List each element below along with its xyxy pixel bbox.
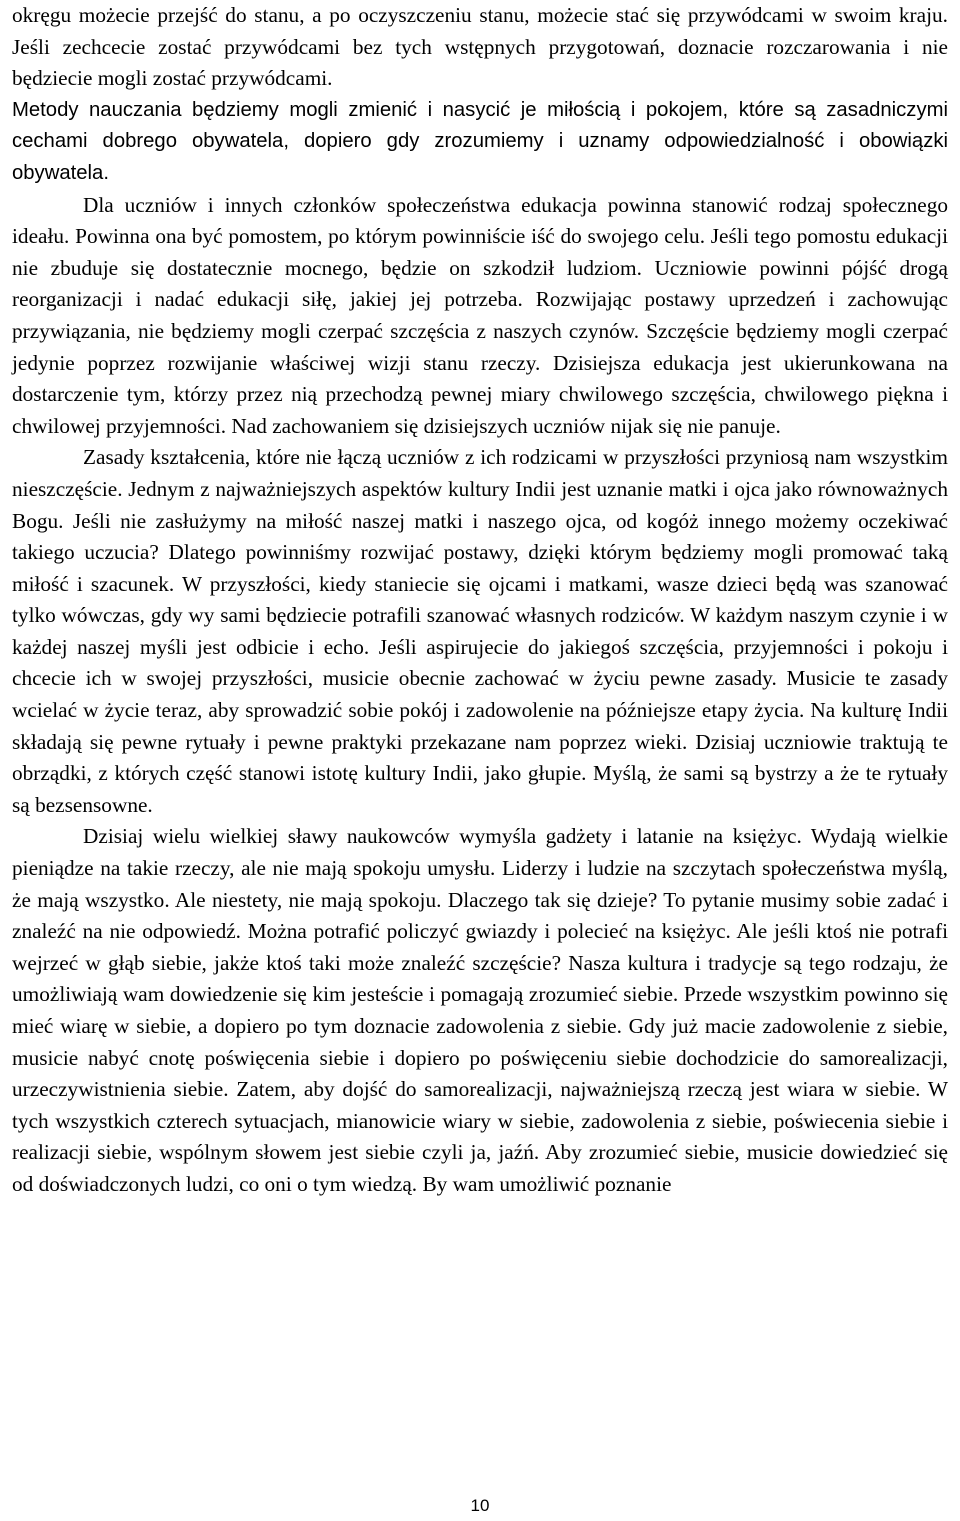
paragraph: Zasady kształcenia, które nie łączą uczniów z ich rodzicami w przyszłości przyniosą nam wszystkim nieszczęście. Jednym z najważniejszych aspektów kultury Indii jest uznanie matki i ojca jako równoważnych Bogu. Jeśli nie zasłużymy na miłość naszej matki i naszego ojca, od kogóż innego możemy oczekiwać takiego uczucia? Dlatego powinniśmy rozwijać postawy, dzięki którym będziemy mogli promować taką miłość i szacunek. W przyszłości, kiedy staniecie się ojcami i matkami, wasze dzieci będą was szanować tylko wówczas, gdy wy sami będziecie potrafili szanować własnych rodziców. W każdym naszym czynie i w każdej naszej myśli jest odbicie i echo. Jeśli aspirujecie do jakiegoś szczęścia, przyjemności i pokoju i chcecie ich w swojej przyszłości, musicie obecnie zachować w życiu pewne zasady. Musicie te zasady wcielać w życie teraz, aby sprowadzić sobie pokój i zadowolenie na późniejsze etapy życia. Na kulturę Indii składają się pewne rytuały i pewne praktyki przekazane nam poprzez wieki. Dzisiaj uczniowie traktują te obrządki, z których część stanowi istotę kultury Indii, jako głupie. Myślą, że sami są bystrzy a że te rytuały są bezsensowne. xyxy=(12,445,948,817)
paragraph: Dla uczniów i innych członków społeczeństwa edukacja powinna stanowić rodzaj społecznego ideału. Powinna ona być pomostem, po którym powinniście iść do swojego celu. Jeśli tego pomostu edukacji nie zbuduje się dostatecznie mocnego, będzie on szkodził ludziom. Uczniowie powinni pójść drogą reorganizacji i nadać edukacji siłę, jakiej jej potrzeba. Rozwijając postawy uprzedzeń i zachowując przywiązania, nie będziemy mogli czerpać szczęścia z naszych czynów. Szczęście będziemy mogli czerpać jedynie poprzez rozwijanie właściwej wizji stanu rzeczy. Dzisiejsza edukacja jest ukierunkowana na dostarczenie tym, którzy przez nią przechodzą pewnej miary chwilowego szczęścia, chwilowego piękna i chwilowej przyjemności. Nad zachowaniem się dzisiejszych uczniów nijak się nie panuje. xyxy=(12,192,948,438)
paragraph: okręgu możecie przejść do stanu, a po oczyszczeniu stanu, możecie stać się przywódcami w swoim kraju. Jeśli zechcecie zostać przywódcami bez tych wstępnych przygotowań, doznacie rozczarowania i nie będziecie mogli zostać przywódcami. xyxy=(12,3,948,91)
page-number: 10 xyxy=(470,1496,490,1515)
paragraph: Dzisiaj wielu wielkiej sławy naukowców wymyśla gadżety i latanie na księżyc. Wydają wielkie pieniądze na takie rzeczy, ale nie mają spokoju umysłu. Liderzy i ludzie na szczytach społeczeństwa myślą, że mają wszystko. Ale niestety, nie mają spokoju. Dlaczego tak się dzieje? To pytanie musimy sobie zadać i znaleźć na nie odpowiedź. Można potrafić policzyć gwiazdy i polecieć na księżyc. Ale jeśli ktoś nie potrafi wejrzeć w głąb siebie, jakże ktoś taki może znaleźć szczęście? Nasza kultura i tradycje są tego rodzaju, że umożliwiają wam dowiedzenie się kim jesteście i pomagają zrozumieć siebie. Przede wszystkim powinno się mieć wiarę w siebie, a dopiero po tym doznacie zadowolenia z siebie. Gdy już macie zadowolenie z siebie, musicie nabyć cnotę poświęcenia siebie i dopiero po poświęceniu siebie dochodzicie do samorealizacji, urzeczywistnienia siebie. Zatem, aby dojść do samorealizacji, najważniejszą rzeczą jest wiara w siebie. W tych wszystkich czterech sytuacjach, mianowicie wiary w siebie, zadowolenia z siebie, poświecenia siebie i realizacji siebie, wspólnym słowem jest siebie czyli ja, jaźń. Aby zrozumieć siebie, musicie dowiedzieć się od doświadczonych ludzi, co oni o tym wiedzą. By wam umożliwić poznanie xyxy=(12,824,948,1196)
body-text xyxy=(12,0,948,1201)
paragraph: Metody nauczania będziemy mogli zmienić i nasycić je miłością i pokojem, które są zasadniczymi cechami dobrego obywatela, dopiero gdy zrozumiemy i uznamy odpowiedzialność i obowiązki obywatela. xyxy=(12,98,948,184)
